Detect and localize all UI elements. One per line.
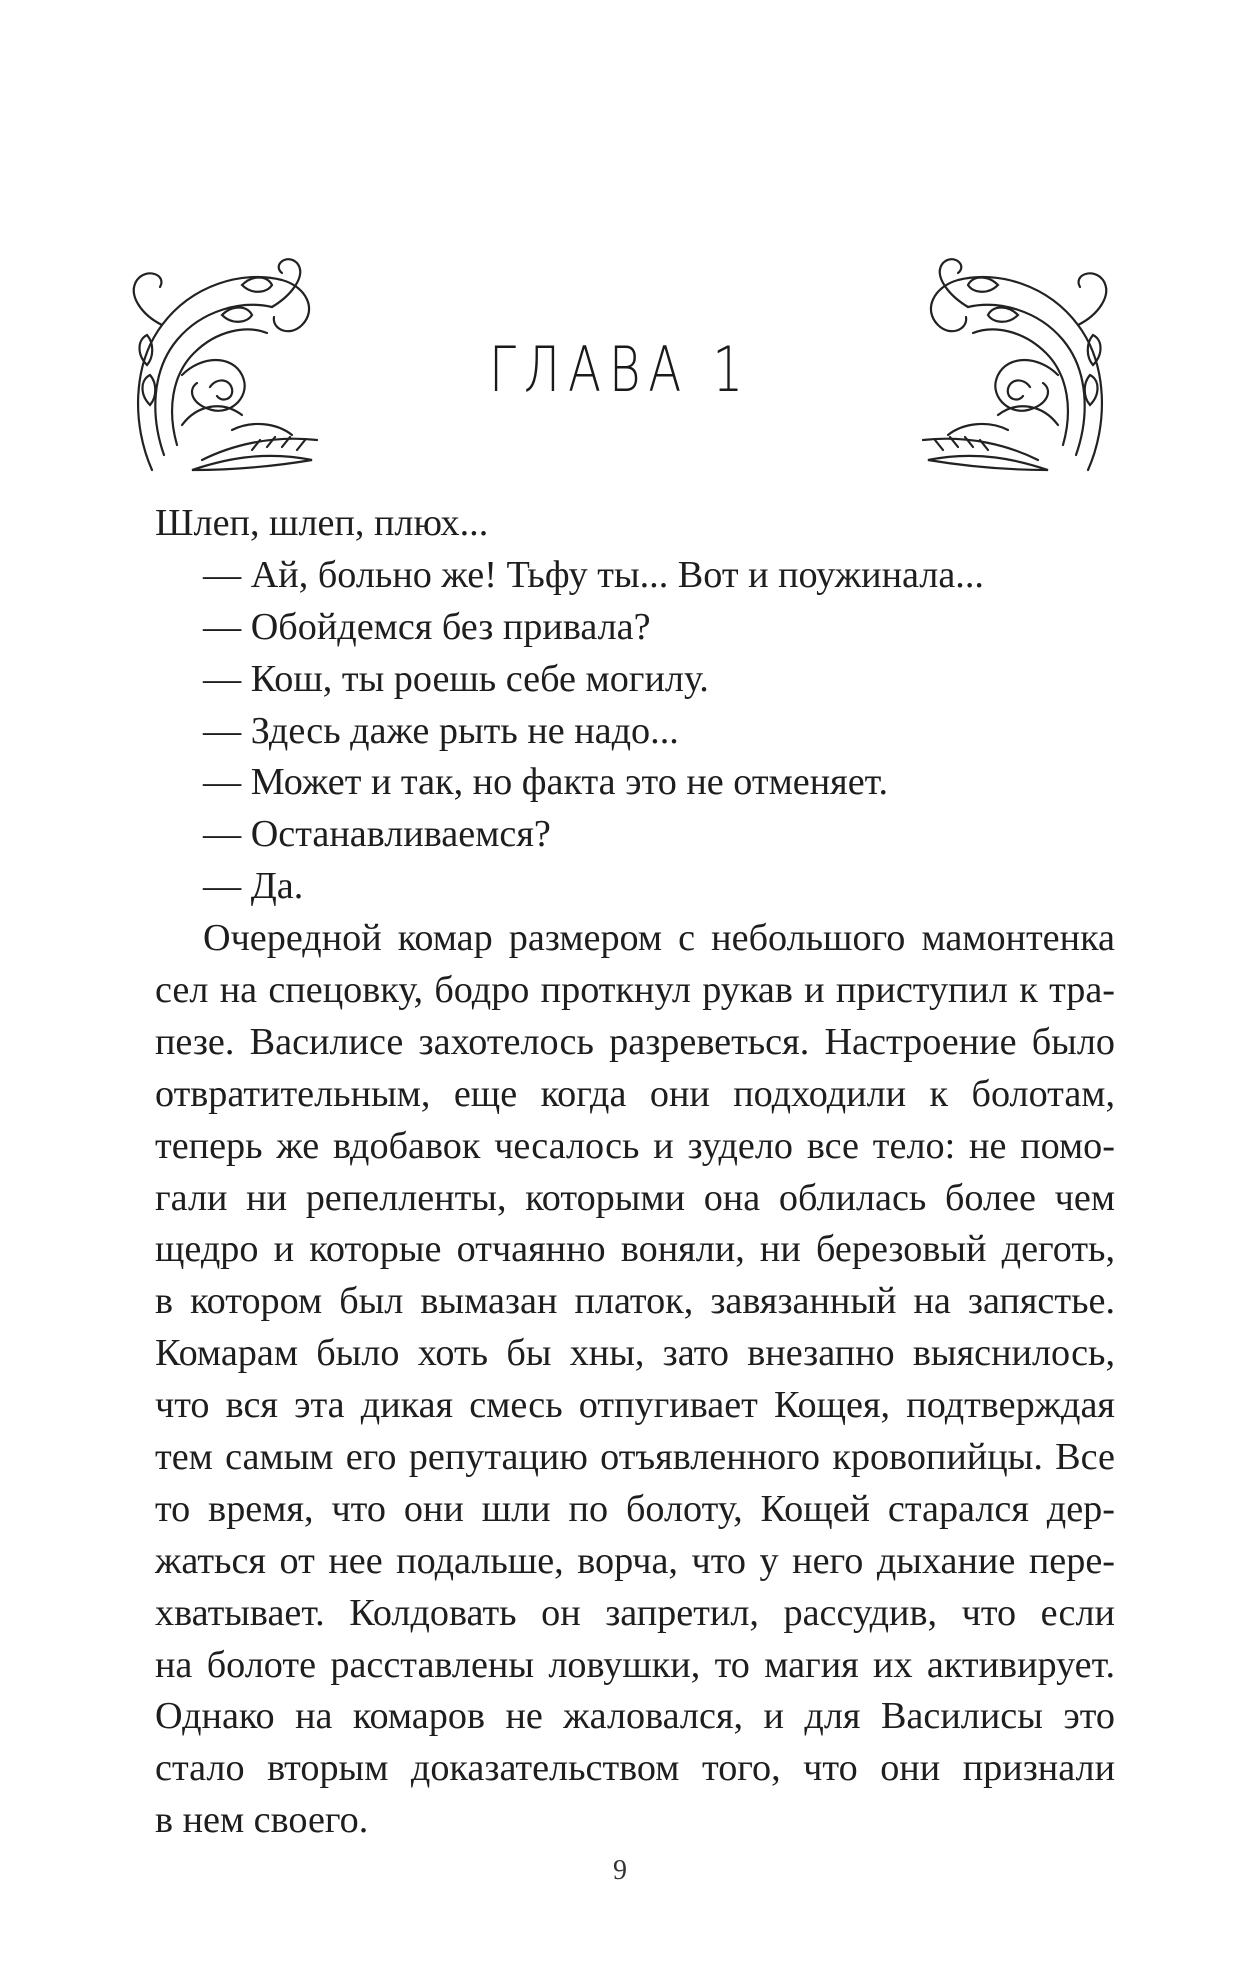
- dialog-line: — Ай, больно же! Тьфу ты... Вот и поужинала...: [203, 553, 984, 596]
- paragraph-line: щедро и которые отчаянно воняли, ни березовый деготь,: [155, 1228, 1115, 1271]
- chapter-text: [155, 498, 1115, 1847]
- paragraph-line: стало вторым доказательством того, что они признали: [155, 1747, 1115, 1790]
- dialog-line: — Останавливаемся?: [203, 813, 551, 856]
- paragraph-line: пезе. Василисе захотелось разреветься. Настроение было: [155, 1020, 1115, 1063]
- paragraph-line: Однако на комаров не жаловался, и для Василисы это: [155, 1695, 1115, 1738]
- dialog-line: — Да.: [203, 865, 304, 908]
- chapter-title: ГЛАВА 1: [489, 333, 751, 406]
- page-number: 9: [613, 1855, 627, 1886]
- paragraph-line: сел на спецовку, бодро проткнул рукав и приступил к тра-: [155, 969, 1115, 1012]
- folk-floral-ornament-left-icon: [122, 255, 327, 480]
- text-line: Шлеп, шлеп, плюх...: [155, 502, 489, 544]
- dialog-line: — Кош, ты роешь себе могилу.: [203, 657, 709, 700]
- dialog-line: — Здесь даже рыть не надо...: [203, 709, 679, 752]
- paragraph-line: тем самым его репутацию отъявленного кровопийцы. Все: [155, 1436, 1115, 1479]
- paragraph-line: на болоте расставлены ловушки, то магия их активирует.: [155, 1643, 1115, 1686]
- paragraph-line: Комарам было хоть бы хны, зато внезапно выяснилось,: [155, 1332, 1115, 1375]
- chapter-header: [0, 255, 1240, 485]
- paragraph-line: то время, что они шли по болоту, Кощей старался дер-: [155, 1487, 1115, 1530]
- paragraph-line: гали ни репелленты, которыми она облилась более чем: [155, 1176, 1115, 1219]
- paragraph-line: в нем своего.: [155, 1799, 369, 1842]
- paragraph-line: отвратительным, еще когда они подходили к болотам,: [155, 1072, 1115, 1115]
- dialog-line: — Обойдемся без привала?: [203, 605, 651, 648]
- paragraph-line: теперь же вдобавок чесалось и зудело все тело: не помо-: [155, 1124, 1115, 1167]
- dialog-line: — Может и так, но факта это не отменяет.: [203, 761, 889, 804]
- paragraph-line: хватывает. Колдовать он запретил, рассудив, что если: [155, 1591, 1115, 1634]
- paragraph-line: жаться от нее подальше, ворча, что у него дыхание пере-: [155, 1539, 1115, 1582]
- folk-floral-ornament-right-icon: [913, 255, 1118, 480]
- paragraph-line: что вся эта дикая смесь отпугивает Кощея, подтверждая: [155, 1384, 1115, 1427]
- paragraph-line: Очередной комар размером с небольшого мамонтенка: [203, 917, 1115, 960]
- paragraph-line: в котором был вымазан платок, завязанный на запястье.: [155, 1280, 1115, 1323]
